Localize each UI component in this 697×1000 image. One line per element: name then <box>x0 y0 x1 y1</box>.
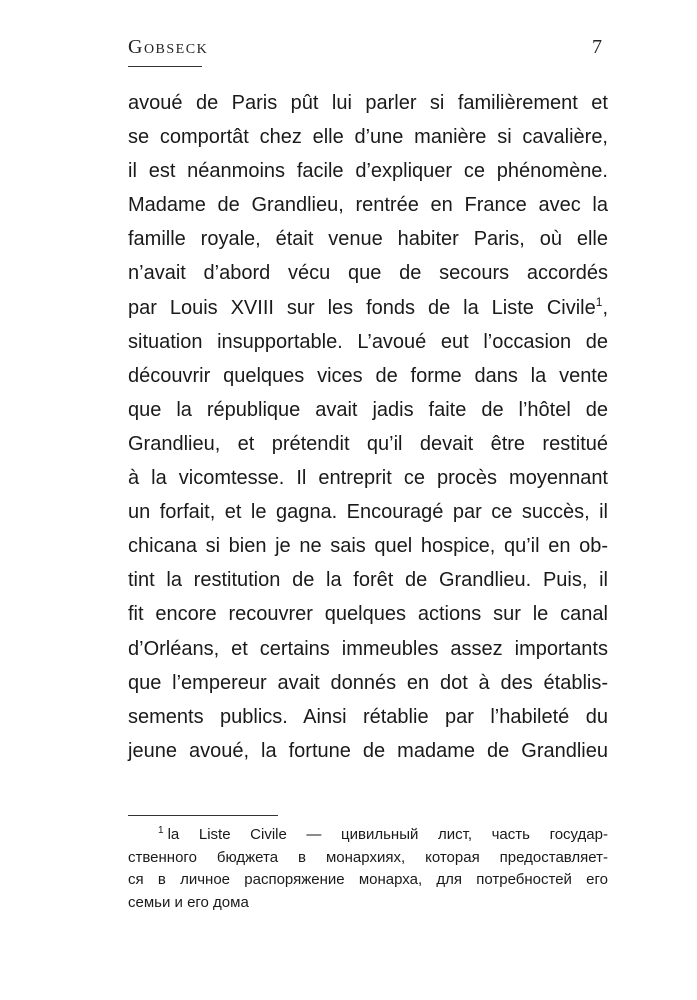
footnote <box>128 824 608 914</box>
text-line: à la vicomtesse. Il entreprit ce procès moyennant <box>128 467 608 490</box>
text-line: chicana si bien je ne sais quel hospice, qu’il en ob- <box>128 535 608 558</box>
page-number: 7 <box>592 36 602 58</box>
text-line: d’Orléans, et certains immeubles assez importants <box>128 637 608 660</box>
text-line: que la république avait jadis faite de l’hôtel de <box>128 398 608 421</box>
text-line: se comportât chez elle d’une manière si cavalière, <box>128 126 608 149</box>
text-line: que l’empereur avait donnés en dot à des établis- <box>128 671 608 694</box>
text-line: par Louis XVIII sur les fonds de la Liste Civile <box>128 296 596 319</box>
running-title-underline <box>128 66 202 67</box>
footnote-line-text: la Liste Civile — цивильный лист, часть государ- <box>167 826 608 843</box>
footnote-reference: 1 <box>595 294 603 309</box>
text-line: n’avait d’abord vécu que de secours accordés <box>128 262 608 285</box>
footnote-line: ся в личное распоряжение монарха, для потребностей его <box>128 871 608 888</box>
footnote-reference-trailing-comma: , <box>602 296 608 319</box>
footnote-line <box>128 824 608 847</box>
text-line: Madame de Grandlieu, rentrée en France avec la <box>128 194 608 217</box>
body-text <box>128 86 608 768</box>
footnote-line: семьи и его дома <box>128 893 249 911</box>
text-line: Grandlieu, et prétendit qu’il devait être restitué <box>128 432 608 455</box>
text-line: jeune avoué, la fortune de madame de Grandlieu <box>128 739 608 762</box>
footnote-separator <box>128 815 278 816</box>
text-line: tint la restitution de la forêt de Grandlieu. Puis, il <box>128 569 608 592</box>
footnote-line: ственного бюджета в монархиях, которая предоставляет- <box>128 848 608 866</box>
text-line: avoué de Paris pût lui parler si familièrement et <box>128 92 608 114</box>
running-title: Gobseck <box>128 36 209 58</box>
text-line: situation insupportable. L’avoué eut l’occasion de <box>128 330 608 353</box>
footnote-mark: 1 <box>158 825 164 836</box>
text-line: découvrir quelques vices de forme dans la vente <box>128 364 608 387</box>
text-line: un forfait, et le gagna. Encouragé par ce succès, il <box>128 501 608 524</box>
text-line-with-footnote <box>128 291 608 325</box>
text-line: il est néanmoins facile d’expliquer ce phénomène. <box>128 160 608 183</box>
text-line: sements publics. Ainsi rétablie par l’habileté du <box>128 705 608 728</box>
text-line: famille royale, était venue habiter Paris, où elle <box>128 228 608 251</box>
text-line: fit encore recouvrer quelques actions sur le canal <box>128 603 608 626</box>
